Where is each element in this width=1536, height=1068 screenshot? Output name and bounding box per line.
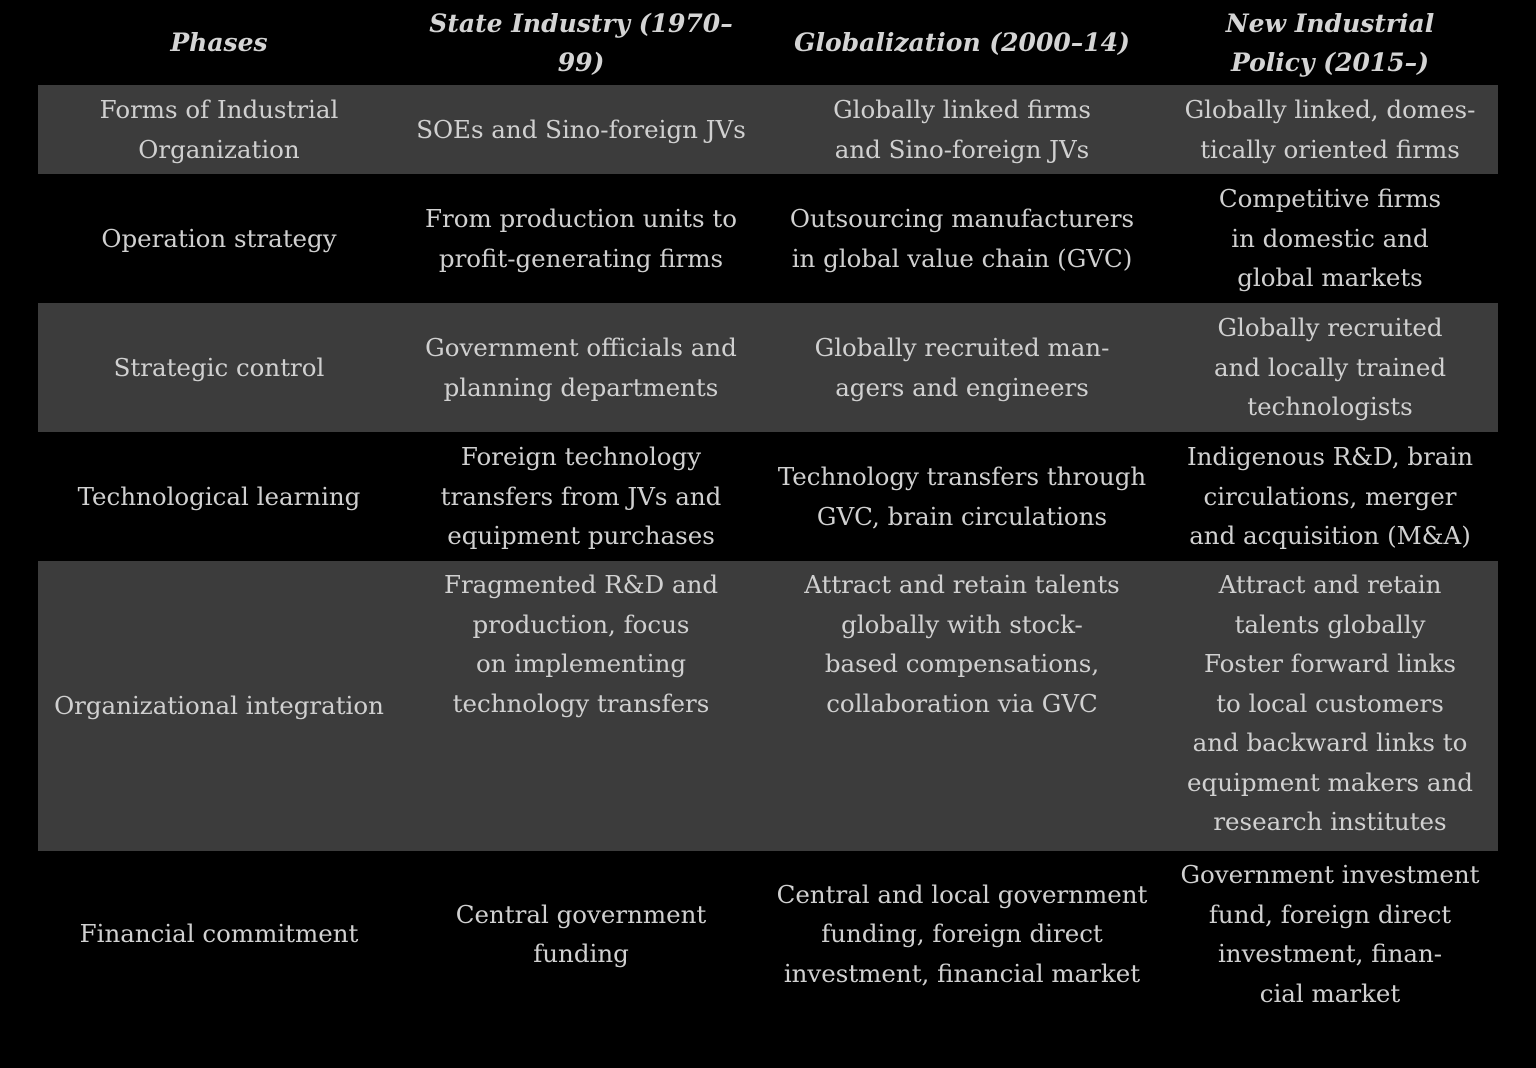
table-cell: From production units to profit-generating firms [400, 174, 762, 303]
table-cell: Attract and retain talents globally Foster forward links to local customers and backward links to equipment makers and research institutes [1162, 561, 1498, 851]
row-label-strategic-control: Strategic control [38, 303, 400, 432]
table-cell: Competitive firms in domestic and global markets [1162, 174, 1498, 303]
row-label-organizational-integration: Organizational integration [38, 561, 400, 851]
table-cell: Government officials and planning departments [400, 303, 762, 432]
row-label-technological-learning: Technological learning [38, 432, 400, 561]
row-label-forms-of-organization: Forms of Industrial Organization [38, 85, 400, 174]
table-cell: Central and local government funding, foreign direct investment, financial market [762, 851, 1162, 1017]
table-cell: Attract and retain talents globally with stock- based compensations, collaboration via GVC [762, 561, 1162, 851]
header-new-industrial-policy: New Industrial Policy (2015–) [1162, 0, 1498, 85]
table-cell: Globally linked firms and Sino-foreign JVs [762, 85, 1162, 174]
table-cell: Foreign technology transfers from JVs and equipment purchases [400, 432, 762, 561]
table-cell: Government investment fund, foreign direct investment, finan- cial market [1162, 851, 1498, 1017]
table-cell: Outsourcing manufacturers in global value chain (GVC) [762, 174, 1162, 303]
table-cell: Technology transfers through GVC, brain circulations [762, 432, 1162, 561]
header-state-industry: State Industry (1970–99) [400, 0, 762, 85]
header-globalization: Globalization (2000–14) [762, 0, 1162, 85]
table-cell: Globally recruited man- agers and engineers [762, 303, 1162, 432]
table-cell: Fragmented R&D and production, focus on implementing technology transfers [400, 561, 762, 851]
table-cell: Globally linked, domes- tically oriented firms [1162, 85, 1498, 174]
table-cell: SOEs and Sino-foreign JVs [400, 85, 762, 174]
header-phases: Phases [38, 0, 400, 85]
table-cell: Central government funding [400, 851, 762, 1017]
comparison-table [38, 0, 1498, 1017]
table-cell: Globally recruited and locally trained technologists [1162, 303, 1498, 432]
table-cell: Indigenous R&D, brain circulations, merger and acquisition (M&A) [1162, 432, 1498, 561]
row-label-operation-strategy: Operation strategy [38, 174, 400, 303]
row-label-financial-commitment: Financial commitment [38, 851, 400, 1017]
